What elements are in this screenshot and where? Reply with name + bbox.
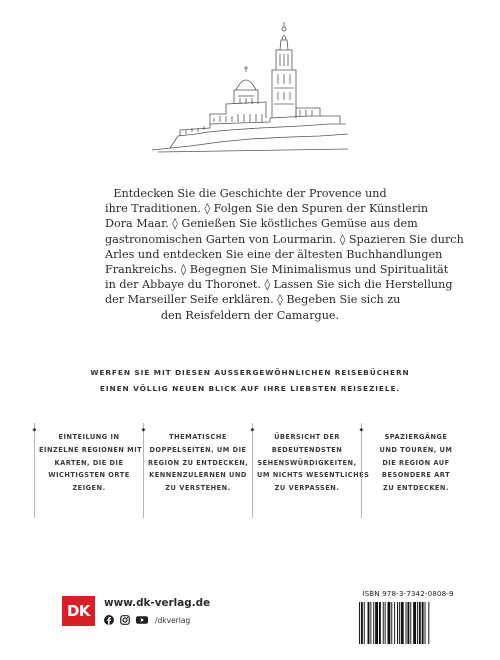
feature-line: KARTEN, DIE DIE — [54, 458, 124, 467]
diamond-icon: ◆ — [250, 427, 255, 433]
feature-column-regions — [32, 423, 143, 518]
barcode-bar — [413, 602, 416, 644]
instagram-icon[interactable] — [120, 615, 130, 625]
feature-column-sights — [250, 423, 370, 518]
basilica-illustration — [150, 18, 350, 158]
barcode-bar — [406, 602, 407, 644]
description-line: Dora Maar. ◊ Genießen Sie köstliches Gemüse aus dem — [105, 217, 418, 231]
isbn-block — [357, 589, 459, 648]
description-line: der Marseiller Seife erklären. ◊ Begeben Sie sich zu — [105, 293, 401, 307]
barcode-bar — [391, 602, 392, 644]
description-line: ihre Traditionen. ◊ Folgen Sie den Spuren der Künstlerin — [105, 202, 429, 216]
feature-line: ÜBERSICHT DER — [274, 433, 340, 441]
description-line: Entdecken Sie die Geschichte der Provence und — [113, 187, 387, 200]
barcode-bar — [417, 602, 418, 644]
feature-line: UND TOUREN, UM — [379, 445, 453, 454]
barcode-bar — [361, 602, 363, 644]
feature-line: EINTEILUNG IN — [58, 433, 120, 441]
feature-line: REGION ZU ENTDECKEN, — [148, 458, 249, 467]
tagline-line: EINEN VÖLLIG NEUEN BLICK AUF IHRE LIEBSTEN REISEZIELE. — [99, 384, 401, 393]
feature-line: UM NICHTS WESENTLICHES — [257, 471, 370, 480]
barcode-bar — [383, 602, 384, 644]
barcode-bar — [388, 602, 391, 644]
description-line: Arles und entdecken Sie eine der ältesten Buchhandlungen — [105, 247, 443, 261]
barcode-bar — [370, 602, 371, 644]
barcode-bar — [399, 602, 400, 644]
feature-line: EINZELNE REGIONEN MIT — [39, 445, 143, 454]
feature-line: ZU VERSTEHEN. — [165, 484, 231, 493]
barcode — [357, 602, 459, 644]
facebook-icon[interactable] — [104, 615, 114, 625]
barcode-bar — [428, 602, 429, 644]
feature-line: SEHENSWÜRDIGKEITEN, — [257, 458, 357, 467]
isbn-number: ISBN 978-3-7342-0808-9 — [362, 589, 454, 598]
barcode-bar — [368, 602, 370, 644]
barcode-bar — [419, 602, 421, 644]
diamond-icon: ◆ — [359, 427, 364, 433]
barcode-bar — [373, 602, 374, 644]
diamond-icon: ◆ — [141, 427, 146, 433]
description-line: gastronomischen Garten von Lourmarin. ◊ Spazieren Sie durch — [105, 232, 464, 246]
barcode-bar — [359, 602, 360, 644]
description-line: Frankreichs. ◊ Begegnen Sie Minimalismus und Spiritualität — [105, 263, 449, 277]
feature-column-themes — [143, 423, 248, 518]
barcode-bar — [385, 602, 386, 644]
diamond-icon: ◆ — [32, 427, 37, 433]
feature-line: ZU ENTDECKEN. — [383, 484, 449, 493]
website-link[interactable]: www.dk-verlag.de — [104, 597, 211, 609]
description-line: in der Abbaye du Thoronet. ◊ Lassen Sie sich die Herstellung — [105, 278, 453, 292]
feature-column-tours — [361, 423, 466, 518]
barcode-bar — [364, 602, 365, 644]
barcode-bar — [422, 602, 424, 644]
tagline-line: WERFEN SIE MIT DIESEN AUSSERGEWÖHNLICHEN REISEBÜCHERN — [90, 368, 410, 377]
barcode-bar — [425, 602, 426, 644]
social-links — [104, 614, 190, 626]
feature-line: ZEIGEN. — [72, 484, 106, 493]
feature-line: WICHTIGSTEN ORTE — [48, 471, 130, 480]
feature-line: SPAZIERGÄNGE — [384, 433, 448, 441]
social-handle: /dkverlag — [155, 615, 191, 625]
barcode-bar — [401, 602, 404, 644]
barcode-bar — [394, 602, 395, 644]
feature-line: THEMATISCHE — [169, 433, 227, 441]
description-line: den Reisfeldern der Camargue. — [160, 308, 340, 322]
feature-line: DIE REGION AUF — [382, 458, 450, 467]
dk-logo: DK — [62, 596, 95, 626]
feature-line: ZU VERPASSEN. — [274, 484, 340, 493]
tagline — [60, 365, 440, 397]
feature-columns — [34, 423, 464, 518]
barcode-bar — [397, 602, 398, 644]
description-text — [105, 186, 464, 323]
barcode-bar — [410, 602, 411, 644]
feature-line: DOPPELSEITEN, UM DIE — [149, 445, 247, 454]
youtube-icon[interactable] — [136, 615, 148, 625]
barcode-bar — [379, 602, 381, 644]
feature-line: KENNENZULERNEN UND — [149, 471, 247, 480]
feature-line: BEDEUTENDSTEN — [271, 445, 343, 454]
feature-line: BESONDERE ART — [381, 471, 451, 480]
barcode-bar — [375, 602, 378, 644]
barcode-bar — [407, 602, 409, 644]
